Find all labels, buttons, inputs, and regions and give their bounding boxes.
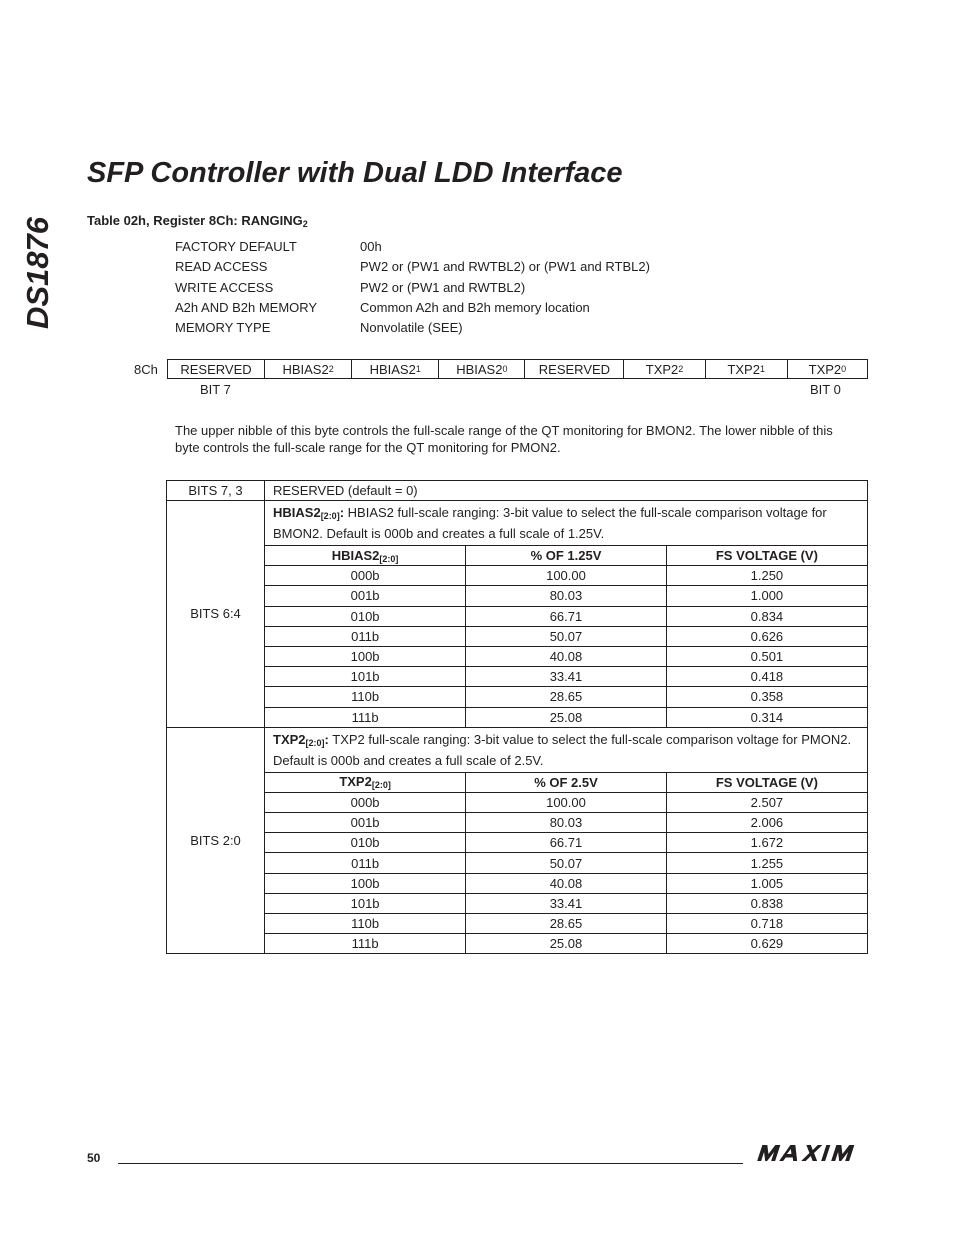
txp-cell-code: 100b	[265, 873, 466, 893]
txp-cell-code: 101b	[265, 893, 466, 913]
txp-header-voltage: FS VOLTAGE (V)	[666, 772, 867, 792]
hbias-field-name-sub: [2:0]	[320, 511, 340, 521]
hbias-cell-percent: 66.71	[466, 606, 667, 626]
bitmap-address: 8Ch	[134, 362, 158, 377]
bitmap-cell-base: HBIAS2	[369, 361, 416, 377]
txp-row	[265, 853, 867, 873]
bitmap-cell-base: RESERVED	[180, 361, 252, 377]
bits-label: BITS 2:0	[167, 727, 265, 954]
txp-cell-percent: 40.08	[466, 873, 667, 893]
txp-header-code-text: TXP2	[339, 774, 372, 790]
txp-header-row	[265, 772, 867, 792]
txp-cell-voltage: 0.838	[666, 893, 867, 913]
hbias-cell-percent: 33.41	[466, 667, 667, 687]
txp-row	[265, 792, 867, 812]
hbias-header-code-text: HBIAS2	[331, 547, 380, 563]
txp-row	[265, 873, 867, 893]
txp-cell-voltage: 2.507	[666, 792, 867, 812]
hbias-cell-code: 010b	[265, 606, 466, 626]
bitmap-cell-base: HBIAS2	[282, 361, 329, 377]
hbias-row	[265, 626, 867, 646]
table-title-sub: 2	[302, 219, 308, 229]
txp-cell-percent: 50.07	[466, 853, 667, 873]
hbias-row	[265, 707, 867, 727]
footer-divider	[118, 1163, 743, 1164]
txp-field-name: TXP2	[273, 731, 306, 747]
register-info-row	[175, 259, 650, 279]
bits-label: BITS 7, 3	[167, 481, 265, 501]
txp-range-table	[265, 772, 867, 954]
txp-row	[265, 934, 867, 954]
hbias-cell-percent: 25.08	[466, 707, 667, 727]
txp-header-code-sub: [2:0]	[371, 780, 391, 791]
page-number: 50	[87, 1151, 101, 1165]
txp-header-code	[265, 772, 466, 792]
hbias-field-description: $HBIAS2_{[2:0]}$: HBIAS2 full-scale ranging: 3-bit value to select the full-scale comparison voltage for BMON2. Default is 000b and creates a full scale of 1.25V.	[273, 505, 827, 541]
hbias-row	[265, 606, 867, 626]
bitmap-cell-base: HBIAS2	[456, 361, 503, 377]
side-title	[8, 208, 68, 338]
register-info-key: FACTORY DEFAULT	[175, 239, 297, 254]
bits-label: BITS 6:4	[167, 501, 265, 728]
txp-cell-percent: 28.65	[466, 914, 667, 934]
txp-cell-code: 011b	[265, 853, 466, 873]
hbias-header-code	[265, 546, 466, 566]
hbias-field-desc-text: HBIAS2 full-scale ranging: 3-bit value to select the full-scale comparison voltage for BMON2. Default is 000b and creates a full scale of 1.25V.	[273, 505, 827, 541]
txp-row	[265, 833, 867, 853]
bitmap-cell	[705, 360, 787, 378]
register-info-key: MEMORY TYPE	[175, 320, 271, 336]
txp-cell-percent: 25.08	[466, 934, 667, 954]
hbias-cell-code: 001b	[265, 586, 466, 606]
hbias-row	[265, 586, 867, 606]
bitmap-cell-sub: 2	[328, 364, 334, 374]
hbias-row	[265, 646, 867, 666]
bit0-label: BIT 0	[810, 382, 841, 397]
table-title	[87, 213, 308, 229]
hbias-cell-voltage: 1.250	[666, 566, 867, 586]
bitmap-cell-base: TXP2	[727, 361, 760, 377]
bit7-label: BIT 7	[200, 382, 231, 397]
txp-cell-voltage: 2.006	[666, 813, 867, 833]
hbias-cell-percent: 40.08	[466, 646, 667, 666]
register-info-row	[175, 320, 650, 340]
hbias-cell-percent: 28.65	[466, 687, 667, 707]
txp-cell-code: 010b	[265, 833, 466, 853]
hbias-cell-voltage: 0.501	[666, 646, 867, 666]
bitmap-cell-sub: 0	[841, 364, 847, 374]
hbias-header-row	[265, 546, 867, 566]
hbias-cell-voltage: 1.000	[666, 586, 867, 606]
bitmap-cell	[524, 360, 623, 378]
register-info-key: WRITE ACCESS	[175, 279, 274, 295]
hbias-cell-code: 000b	[265, 566, 466, 586]
bits-row-hbias	[167, 501, 868, 728]
hbias-cell-code: 011b	[265, 626, 466, 646]
hbias-header-code-sub: [2:0]	[379, 553, 399, 564]
txp-cell-voltage: 0.629	[666, 934, 867, 954]
txp-cell-code: 000b	[265, 792, 466, 812]
register-description: The upper nibble of this byte controls the full-scale range of the QT monitoring for BMON2. The lower nibble of this byte controls the full-scale range for the QT monitoring for PMON2.	[175, 423, 833, 455]
hbias-field-cell	[265, 501, 868, 728]
bits-row-txp	[167, 727, 868, 954]
hbias-cell-percent: 100.00	[466, 566, 667, 586]
table-title-main: Table 02h, Register 8Ch: RANGING	[87, 213, 303, 228]
txp-cell-voltage: 1.005	[666, 873, 867, 893]
hbias-cell-voltage: 0.314	[666, 707, 867, 727]
bitmap-cell-sub: 2	[678, 364, 684, 374]
register-info-value: Nonvolatile (SEE)	[360, 320, 463, 336]
register-info-key: READ ACCESS	[175, 259, 268, 275]
bitmap-cell-base: TXP2	[645, 361, 679, 377]
txp-field-desc-text: TXP2 full-scale ranging: 3-bit value to select the full-scale comparison voltage for PMON2. Default is 000b and creates a full scale of 2.5V.	[273, 731, 852, 768]
hbias-row	[265, 566, 867, 586]
txp-cell-percent: 80.03	[466, 813, 667, 833]
txp-row	[265, 893, 867, 913]
bitmap-cell	[623, 360, 704, 378]
hbias-cell-code: 111b	[265, 707, 466, 727]
register-bitmap	[167, 359, 868, 379]
register-info	[175, 239, 650, 340]
hbias-header-percent: % OF 1.25V	[466, 546, 667, 566]
hbias-cell-voltage: 0.418	[666, 667, 867, 687]
bits-row-reserved	[167, 481, 868, 501]
txp-cell-percent: 66.71	[466, 833, 667, 853]
txp-field-cell	[265, 727, 868, 954]
hbias-cell-percent: 50.07	[466, 626, 667, 646]
txp-field-description: $TXP2_{[2:0]}$: TXP2 full-scale ranging: 3-bit value to select the full-scale comparison voltage for PMON2. Default is 000b and creates a full scale of 2.5V.	[273, 731, 852, 768]
bits-text: RESERVED (default = 0)	[265, 481, 868, 501]
maxim-logo	[755, 1143, 867, 1163]
hbias-field-name: HBIAS2	[273, 505, 321, 520]
bitmap-cell-sub: 1	[759, 364, 765, 374]
register-info-value: 00h	[360, 239, 382, 254]
txp-cell-voltage: 1.672	[666, 833, 867, 853]
txp-cell-percent: 33.41	[466, 893, 667, 913]
hbias-row	[265, 667, 867, 687]
bitmap-cell	[351, 360, 438, 378]
bitmap-cell	[264, 360, 351, 378]
txp-cell-voltage: 0.718	[666, 914, 867, 934]
hbias-cell-percent: 80.03	[466, 586, 667, 606]
bitmap-cell	[787, 360, 867, 378]
register-info-row	[175, 280, 650, 300]
hbias-range-table	[265, 545, 867, 727]
txp-cell-code: 001b	[265, 813, 466, 833]
bitmap-cell-sub: 1	[415, 364, 421, 374]
hbias-header-voltage: FS VOLTAGE (V)	[666, 546, 867, 566]
register-info-value: PW2 or (PW1 and RWTBL2)	[360, 279, 526, 295]
txp-cell-code: 110b	[265, 914, 466, 934]
hbias-cell-code: 100b	[265, 646, 466, 666]
txp-field-name-sub: [2:0]	[305, 737, 325, 748]
txp-header-percent: % OF 2.5V	[466, 772, 667, 792]
register-info-value: Common A2h and B2h memory location	[360, 299, 590, 315]
register-info-value: PW2 or (PW1 and RWTBL2) or (PW1 and RTBL2)	[360, 259, 650, 275]
hbias-cell-code: 101b	[265, 667, 466, 687]
bitmap-cell	[438, 360, 524, 378]
document-title: SFP Controller with Dual LDD Interface	[87, 157, 623, 189]
bitmap-cell-base: RESERVED	[538, 361, 611, 377]
register-info-key: A2h AND B2h MEMORY	[175, 299, 318, 315]
hbias-cell-code: 110b	[265, 687, 466, 707]
bitmap-cell-sub: 0	[502, 364, 508, 374]
bits-table	[166, 480, 868, 954]
bitmap-cell-base: TXP2	[808, 361, 842, 377]
hbias-cell-voltage: 0.358	[666, 687, 867, 707]
hbias-cell-voltage: 0.626	[666, 626, 867, 646]
txp-row	[265, 914, 867, 934]
txp-cell-voltage: 1.255	[666, 853, 867, 873]
txp-row	[265, 813, 867, 833]
register-info-row	[175, 300, 650, 320]
bitmap-cell	[168, 360, 264, 378]
hbias-row	[265, 687, 867, 707]
side-title-text: DS1876	[20, 216, 55, 330]
register-info-row	[175, 239, 650, 259]
txp-cell-code: 111b	[265, 934, 466, 954]
hbias-cell-voltage: 0.834	[666, 606, 867, 626]
txp-cell-percent: 100.00	[466, 792, 667, 812]
